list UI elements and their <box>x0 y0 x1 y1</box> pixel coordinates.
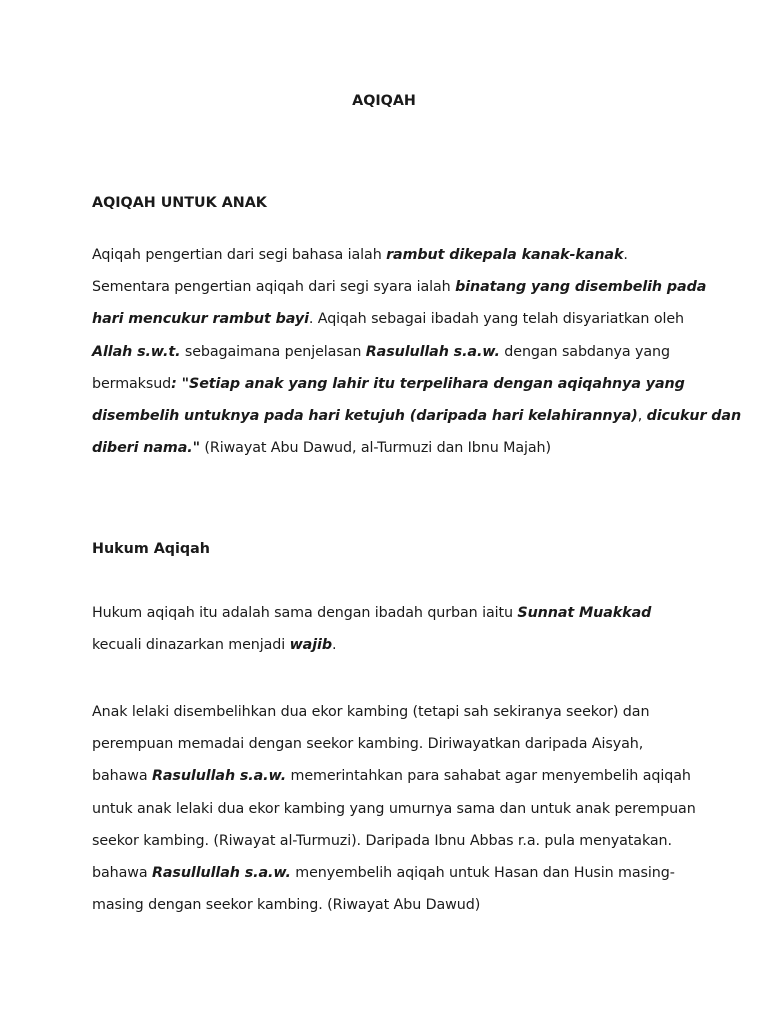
text-run: menyembelih aqiqah untuk Hasan dan Husin masing- <box>290 865 675 882</box>
text-line <box>92 303 685 335</box>
text-run: . Aqiqah sebagai ibadah yang telah disyariatkan oleh <box>308 311 685 328</box>
text-run: memerintahkan para sahabat agar menyembelih aqiqah <box>286 768 691 785</box>
paragraph-aqiqah-definition <box>92 239 742 464</box>
emphasized-text: Allah s.w.t. <box>92 343 181 360</box>
emphasized-text: disembelih untuknya pada hari ketujuh (daripada hari kelahirannya) <box>92 408 638 425</box>
emphasized-text: dicukur dan <box>646 408 742 425</box>
text-run: . <box>623 247 628 263</box>
text-run: (Riwayat Abu Dawud, al-Turmuzi dan Ibnu Majah) <box>199 440 551 457</box>
paragraph-kambing-aqiqah <box>92 696 696 921</box>
text-run: Sementara pengertian aqiqah dari segi syara ialah <box>92 279 456 296</box>
section-heading-aqiqah-untuk-anak: AQIQAH UNTUK ANAK <box>92 195 267 211</box>
text-run: , <box>637 408 647 425</box>
text-line <box>92 629 682 661</box>
emphasized-text: Rasulullah s.a.w. <box>151 768 287 785</box>
text-line <box>92 825 682 857</box>
emphasized-text: binatang yang disembelih pada <box>455 279 707 296</box>
text-run: Aqiqah pengertian dari segi bahasa ialah <box>92 247 387 263</box>
emphasized-text: Rasulullah s.a.w. <box>365 343 500 360</box>
text-line <box>92 889 682 921</box>
text-run: seekor kambing. (Riwayat al-Turmuzi). Daripada Ibnu Abbas r.a. pula menyatakan. <box>92 832 672 849</box>
text-run: bahawa <box>92 865 152 882</box>
text-run: bahawa <box>92 768 152 785</box>
emphasized-text: rambut dikepala kanak-kanak <box>386 247 624 263</box>
text-run: bermaksud <box>92 375 172 392</box>
emphasized-text: : "Setiap anak yang lahir itu terpelihara dengan aqiqahnya yang <box>171 375 685 392</box>
text-line <box>92 432 682 464</box>
text-line <box>92 728 682 760</box>
text-line <box>92 793 696 825</box>
text-run: dengan sabdanya yang <box>499 343 670 360</box>
text-line <box>92 696 682 728</box>
text-line <box>92 368 685 400</box>
text-line <box>92 239 682 271</box>
emphasized-text: Rasullullah s.a.w. <box>151 865 291 882</box>
text-line <box>92 271 707 303</box>
section-heading-hukum-aqiqah: Hukum Aqiqah <box>92 541 210 557</box>
emphasized-text: diberi nama." <box>92 440 200 457</box>
text-line <box>92 597 682 629</box>
emphasized-text: Sunnat Muakkad <box>517 605 652 621</box>
emphasized-text: wajib <box>289 637 332 654</box>
text-run: Hukum aqiqah itu adalah sama dengan ibadah qurban iaitu <box>92 605 518 621</box>
text-run: sebagaimana penjelasan <box>180 343 366 360</box>
text-run: perempuan memadai dengan seekor kambing. Diriwayatkan daripada Aisyah, <box>92 736 644 753</box>
document-title: AQIQAH <box>352 93 416 109</box>
paragraph-hukum-aqiqah <box>92 597 682 661</box>
text-run: masing dengan seekor kambing. (Riwayat Abu Dawud) <box>92 897 481 914</box>
emphasized-text: hari mencukur rambut bayi <box>92 311 309 328</box>
text-line <box>92 760 691 792</box>
text-run: . <box>331 637 337 654</box>
text-line <box>92 857 682 889</box>
text-run: Anak lelaki disembelihkan dua ekor kambing (tetapi sah sekiranya seekor) dan <box>92 704 650 720</box>
text-run: untuk anak lelaki dua ekor kambing yang umurnya sama dan untuk anak perempuan <box>92 800 696 817</box>
text-line <box>92 400 742 432</box>
text-line <box>92 336 682 368</box>
text-run: kecuali dinazarkan menjadi <box>92 637 290 654</box>
